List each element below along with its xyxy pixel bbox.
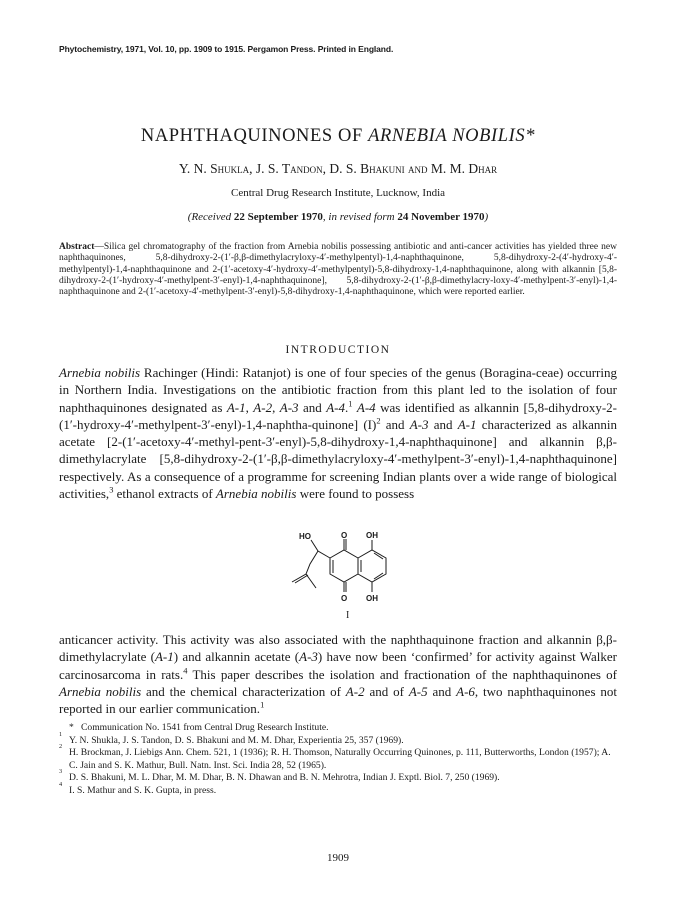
received-open: (Received: [187, 211, 234, 223]
aromatic-ring: [358, 550, 386, 582]
reference-marker: 2: [376, 415, 381, 426]
reference-marker: 4: [183, 665, 188, 676]
o-bottom-label: O: [341, 594, 348, 603]
footnote-text: I. S. Mathur and S. K. Gupta, in press.: [69, 784, 217, 796]
text-run: was identified as alkannin [5,8-dihydroxy-2-(1′-hydroxy-4′-methylpent-3′-enyl)-1,4-naphtha-quinone] (I): [59, 399, 617, 432]
oh-top-label: OH: [366, 531, 378, 540]
compound-code: A-3: [299, 649, 318, 665]
footnote-text: Communication No. 1541 from Central Drug Research Institute.: [81, 722, 329, 733]
quinone-ring: [330, 550, 358, 582]
abstract-label: Abstract: [59, 242, 95, 252]
footnotes: [59, 722, 617, 798]
paper-title-main: NAPHTHAQUINONES OF: [140, 126, 369, 146]
text-run: ) have now been ‘confirmed’ for activity against Walker carcinosarcoma in rats.: [59, 649, 618, 682]
reference-marker: 1: [348, 398, 353, 409]
text-run: and: [428, 416, 458, 432]
text-run: , two naphthaquinones not reported in our earlier communication.: [59, 683, 617, 717]
compound-code: A-4: [356, 399, 376, 415]
ring-bonds: [292, 539, 386, 592]
revised-date: 24 November 1970: [397, 211, 485, 223]
footnote-text: D. S. Bhakuni, M. L. Dhar, M. M. Dhar, B. N. Dhawan and B. N. Mehrotra, Indian J. Exptl. Biol. 7, 250 (1969).: [69, 772, 500, 784]
compound-code: A-3: [409, 416, 429, 432]
footnote-item: 4 I. S. Mathur and S. K. Gupta, in press.: [59, 780, 217, 796]
abstract: [59, 242, 617, 298]
received-date: 22 September 1970: [233, 211, 323, 223]
text-run: ethanol extracts of: [113, 486, 216, 502]
compound-code: A-2: [253, 399, 273, 415]
received-close: ): [484, 211, 489, 223]
text-run: and: [427, 683, 457, 699]
received-mid: , in revised form: [322, 211, 398, 223]
footnote-marker: *: [69, 722, 74, 733]
species-name: Arnebia nobilis: [59, 683, 142, 699]
journal-citation: Phytochemistry, 1971, Vol. 10, pp. 1909 to 1915. Pergamon Press. Printed in England.: [59, 44, 394, 54]
text-run: ) and alkannin acetate (: [173, 649, 300, 665]
text-run: and: [380, 416, 410, 432]
text-run: ,: [245, 399, 254, 415]
text-run: Rachinger (Hindi: Ratanjot) is one of four species of the genus (Boragina-ceae) occurring in Northern India. Investigations on the antibiotic fraction from this plant led to the isolation of four naphthaquinones designated as: [59, 365, 618, 415]
text-run: .: [344, 399, 349, 415]
species-name: Arnebia nobilis: [215, 486, 297, 502]
footnote-item: 1 Y. N. Shukla, J. S. Tandon, D. S. Bhakuni and M. M. Dhar, Experientia 25, 357 (1969).: [59, 730, 404, 746]
text-run: ,: [272, 399, 280, 415]
species-name: Arnebia nobilis: [59, 365, 141, 380]
compound-code: A-1: [226, 399, 246, 415]
footnote-item: 3 D. S. Bhakuni, M. L. Dhar, M. M. Dhar, B. N. Dhawan and B. N. Mehrotra, Indian J. Exptl. Biol. 7, 250 (1969).: [59, 768, 500, 784]
compound-code: A-6: [456, 683, 475, 699]
text-run: characterized as alkannin acetate [2-(1′-acetoxy-4′-methyl-pent-3′-enyl)-5,8-dihydroxy-1,4-naphthaquinone] and alkannin β,β-dimethylacrylate [5,8-dihydroxy-2-(1′-β,β-dimethylacryloxy-4′-methylpent-3′-enyl)-1,4-naphthaquinone] respectively. As a consequence of a programme for screening Indian plants over a wide range of biological activities,: [59, 416, 617, 502]
text-run: and: [298, 399, 327, 415]
o-top-label: O: [341, 531, 348, 540]
text-run: anticancer activity. This activity was also associated with the naphthaquinone fraction and alkannin β,β-dimethylacrylate (: [59, 632, 617, 665]
oh-bottom-label: OH: [366, 594, 378, 603]
footnote-item: 2 H. Brockman, J. Liebigs Ann. Chem. 521, 1 (1936); R. H. Thomson, Naturally Occurring Quinones, p. 111, Butterworths, London (1957); A. C. Jain and S. K. Mathur, Bull. Natn. Inst. Sci. India 28, 52 (1965).: [59, 743, 611, 771]
reference-marker: 1: [260, 699, 265, 710]
paper-title: [0, 126, 676, 147]
text-run: were found to possess: [296, 486, 415, 502]
alkannin-structure-figure: [268, 530, 408, 625]
compound-code: A-1: [457, 416, 477, 432]
compound-code: A-1: [154, 649, 174, 665]
author-list: Y. N. Shukla, J. S. Tandon, D. S. Bhakuni and M. M. Dhar: [178, 161, 498, 176]
footnote-text: H. Brockman, J. Liebigs Ann. Chem. 521, 1 (1936); R. H. Thomson, Naturally Occurring Quinones, p. 111, Butterworths, London (1957); A. C. Jain and S. K. Mathur, Bull. Natn. Inst. Sci. India 28, 52 (1965).: [69, 747, 611, 771]
compound-code: A-2: [345, 683, 365, 699]
intro-paragraph: [59, 364, 617, 502]
text-run: and of: [364, 683, 409, 699]
footnote-text: Y. N. Shukla, J. S. Tandon, D. S. Bhakuni and M. M. Dhar, Experientia 25, 357 (1969).: [69, 734, 404, 746]
text-run: and the chemical characterization of: [141, 683, 346, 699]
compound-code: A-4: [326, 399, 345, 415]
received-dates: [0, 211, 676, 223]
compound-code: A-3: [279, 399, 299, 415]
compound-code: A-5: [408, 683, 428, 699]
text-run: This paper describes the isolation and fractionation of the naphthaquinones of: [187, 666, 617, 682]
body-paragraph: [59, 631, 617, 717]
paper-title-italic: ARNEBIA NOBILIS*: [368, 126, 536, 146]
side-chain-methyl: [306, 574, 316, 588]
ho-label: HO: [299, 532, 311, 541]
compound-label: I: [346, 610, 350, 621]
page-number: 1909: [327, 852, 349, 864]
reference-marker: 3: [109, 484, 114, 495]
affiliation: Central Drug Research Institute, Lucknow, India: [230, 187, 446, 199]
footnote-item: [59, 722, 617, 735]
abstract-text: —Silica gel chromatography of the fraction from Arnebia nobilis possessing antibiotic and anti-cancer activities has yielded three new naphthaquinones, 5,8-dihydroxy-2-(1′-β,β-dimethylacryloxy-4′-methylpentyl)-1,4-naphthaquinone, 5,8-dihydroxy-2-(4′-hydroxy-4′-methylpentyl)-1,4-naphthaquinone and 2-(1′-acetoxy-4′-hydroxy-4′-methylpentyl)-5,8-dihydroxy-1,4-naphthaquinone, along with alkannin [5,8-dihydroxy-2-(1′-hydroxy-4′-methylpent-3′-enyl)-1,4-naphthaquinone], 5,8-dihydroxy-2-(1′-β,β-dimethylacry-loxy-4′-methylpent-3′-enyl)-1,4-naphthaquinone and 2-(1′-acetoxy-4′-methylpent-3′-enyl)-5,8-dihydroxy-1,4-naphthaquinone, which were reported earlier.: [59, 242, 617, 298]
side-chain: [311, 540, 330, 558]
section-heading: INTRODUCTION: [285, 344, 391, 356]
